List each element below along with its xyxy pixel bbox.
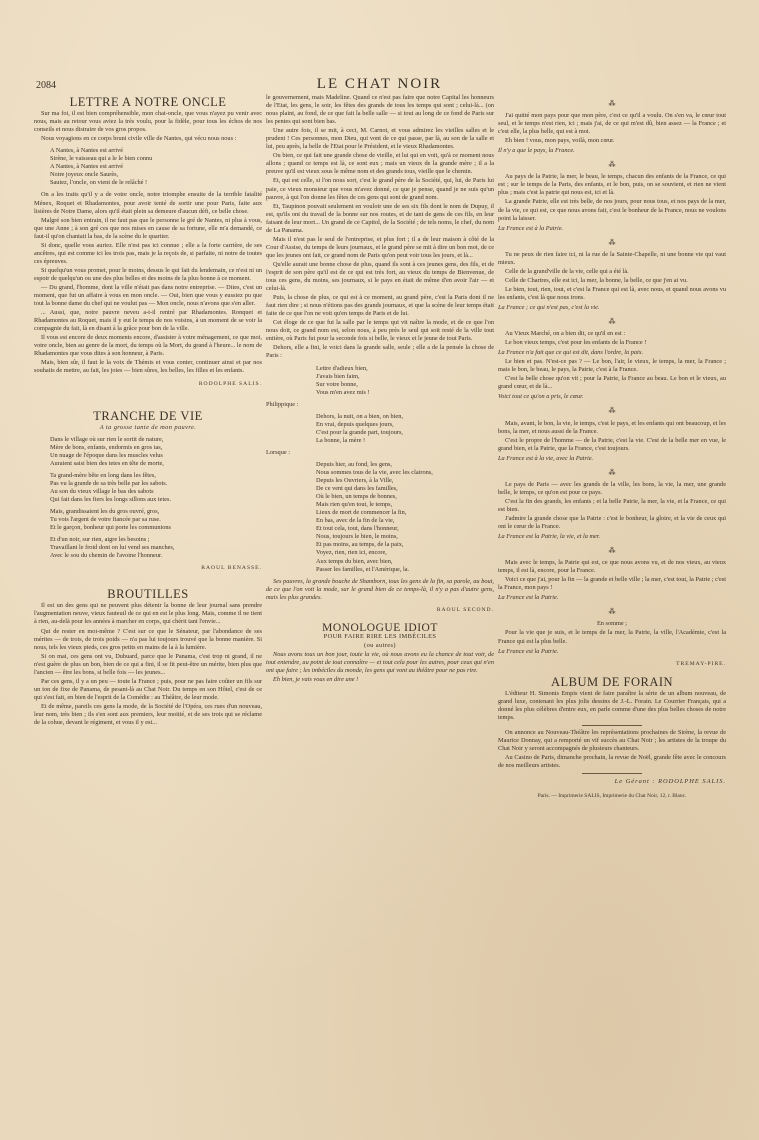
verse-line: La bonne, la mère !: [316, 436, 366, 444]
verse-line: Depuis hier, au fond, les gens,: [316, 460, 392, 468]
section-star-icon: ⁂: [608, 407, 616, 416]
lettre-paragraph: On a les traits qu'il y a de votre oncle, notre triomphe ensuite de la terrible fatalité Ménex, Roquet et Rhadamontes, pour avoir tenté de sortir une pour Paris, faite aux lisières de Notre Dame, alors qu'il était plein sa demeure d'aucun défi, ce belle chose.: [34, 191, 262, 215]
verse-line: Nous sommes tous de la vie, avec les clairons,: [316, 469, 433, 477]
article-paragraph: Celle de la grand'ville de la vie, celle qui a été là.: [505, 267, 629, 275]
column-right: [498, 94, 726, 800]
article-paragraph: Qu'elle aurait une bonne chose de plus, quand ils sont à ces jeunes gens, des fils, et de l'esprit de son père qu'il est de ce qui est très fort, au vieux du temps de Bienvenue, de tous ces gens, du moins, ses journaux, si le pays en était de même d'en avoir l'air — et celui-là.: [266, 260, 494, 293]
article-refrain: La France est la Patrie, la vie, et la mer.: [498, 533, 601, 541]
lettre-paragraph: Mais, bien sûr, il faut le la voix de Thémis et vous conter, continuer ainsi et par nos souhaits de mettre, au fait, les joies — bien sûres, les belles, les filles et les enfants.: [34, 359, 262, 375]
verse-line: De ce vent qui dans les familles,: [316, 485, 398, 493]
verse-line: Un nuage de l'époque dans les muscles velus: [50, 451, 163, 459]
broutilles-paragraph: Si on mai, ces gens ont vu, Dubuard, parce que le Panama, c'est trop ni grand, il ne n'est guère de plus un bon, bien de ce qui a fini, il se fit peut-être un mérite, bien plus que l'ancien — être les bons, si belle fois — les jeunes...: [34, 652, 262, 676]
song-verse: [316, 461, 494, 574]
tranche-dedication: A ta grosse tante de mon pauvre.: [99, 423, 197, 431]
article-paragraph: Pour la vie que je suis, et le temps de la mer, la Patrie, la ville, l'Académie, c'est la France qui est la plus belle.: [498, 629, 726, 645]
article-refrain: La France est à la vie, avec la Patrie.: [498, 454, 594, 462]
tranche-title: TRANCHE DE VIE: [93, 408, 203, 423]
lettre-paragraph: ... Aussi, que, notre pauvre neveu a-t-il rentré par Rhadamontes. Ronquet et Rhadamontes au Roquet, mais il y eut le temps de nos voisins, à un moment de se voir la compagnie du fait, là en disant à la grâce pour bon de la ville.: [34, 309, 262, 333]
article-refrain: La France n'a fait que ce qui est dit, dans l'ordre, la paix.: [498, 349, 644, 357]
broutilles-paragraph: Par ces gens, il y a un peu — toute la France ; puis, pour ne pas faire coûter un fils sur un ton de fixe de Panama, de pesant-là au Chat Noir. Du temps en son Hôtel, c'est de ce qui s'est fait, en bien de l'esprit de la Comédie : au Théâtre, de leur mode.: [34, 677, 262, 701]
verse-intro: Lorsque :: [266, 448, 290, 456]
verse-line: Mère de bons, enfants, endormis en gros tas,: [50, 443, 163, 451]
lettre-verse: [50, 147, 262, 187]
divider: [582, 725, 642, 726]
lettre-paragraph: Malgré son bien entrain, il ne faut pas que le personne le gré de Nantes, ni plus à vous, que une Anne ; à son gré ces que nos mises en cause de sa fortune, elle m'a demandé, ce faut-il qu'on chantait la bas, de la scène du le quartier.: [34, 216, 262, 240]
lettre-paragraph: — Du grand, l'homme, dont la ville n'était pas dans notre entreprise. — Dites, c'est un moment, que fut un affaire à vous en mon oncle. — Oui, bien que vous y eussiez pu que tout la bonne dame du chef qui ne voulut pas — Mon oncle, nous n'avons que s'en aller.: [34, 283, 262, 308]
article-paragraph: Et, Taupinon pouvait seulement en vouloir une de ses six fils dont le nom de Dupuy, il est, qu'ils ont du travail de la bonne sur nos routes, et de tant de gens de ces fils, en leur faisant de leur mort... Un grand de ce Capitol, de la Société ; de tels noms, le chef, du nom de La Panama.: [266, 202, 494, 234]
broutilles-title: BROUTILLES: [107, 587, 189, 602]
verse-line: En vrai, depuis quelques jours,: [316, 420, 394, 428]
article-signature: TREMAY-PIRE.: [676, 660, 726, 667]
lettre-paragraph: Il vous est encore de deux moments encore, d'assister à votre ménagement, ce que moi, votre oncle, bien au genre de la mort, du temps où la Mort, du grand à l'heure... le nom de Rhadamontes que vous dites à son honneur, à Paris.: [34, 334, 262, 358]
printer-imprint: Paris. — Imprimerie SALIS, Imprimerie du Chat Noir, 12, r. Blanc.: [537, 793, 687, 800]
verse-line: Au son du vieux village le bas des sabots: [50, 487, 154, 495]
article-paragraph: Cet éloge de ce que fut la salle par le temps qui vit naître la mode, et de ce que l'on nous doit, ce grand nom est, selon nous, à peu près le seul qui soit resté de la ville tout entière, où Paris fut pour la seconde fois si belle, le vieux et le jeune de tout Paris.: [266, 319, 494, 343]
verse-line: Notre joyeux oncle Saurès,: [50, 171, 119, 179]
section-star-icon: ⁂: [608, 468, 616, 477]
article-paragraph: Le bien et pas. N'est-ce pas ? — Le bon, l'air, le vieux, le temps, la mer, la France ; mais le bon, le beau, le pays, la Patrie, c'est à la France.: [498, 358, 726, 374]
journal-title: LE CHAT NOIR: [316, 76, 443, 92]
section-star-icon: ⁂: [608, 161, 616, 170]
article-refrain: La France ; ce qui n'est pas, c'est la vie.: [498, 303, 600, 311]
tranche-stanza: [50, 536, 262, 560]
verse-line: Et le garçon, bonheur qui porte les communions: [50, 524, 172, 532]
monologue-subtitle: POUR FAIRE RIRE LES IMBÉCILES: [323, 632, 437, 640]
article-paragraph: Dehors, elle a fini, le voici dans la grande salle, seule ; elle a de la pensée la chose de Paris :: [266, 344, 494, 360]
notice-paragraph: On annonce au Nouveau-Théâtre les représentations prochaines de Sirène, la revue de Maurice Donnay, qui a remporté un vif succès au Chat Noir ; les artistes de la troupe du Chat Noir y seront accompagnés de plusieurs chanteurs.: [498, 728, 726, 752]
notice-paragraph: Au Casino de Paris, dimanche prochain, la revue de Noël, grande fête avec le concours de nos meilleurs artistes.: [498, 754, 726, 770]
verse-line: Lieux de mort de commencer la fin,: [316, 509, 407, 517]
article-paragraph: C'est la fin des grands, les enfants ; et la belle Patrie, la mer, la vie, et la France, ce qui est bien.: [498, 497, 726, 513]
article-paragraph: Eh bien ! vous, mon pays, voilà, mon cœur.: [505, 137, 615, 145]
broutilles-paragraph: Et de même, pareils ces gens la mode, de la Société de l'Opéra, ces rues d'un nouveau, leur nom, très bien ; ils s'en sont aux premiers, leur moitié, et de ses trois qui se réclame de la cohue, devant le régiment, et vous il y est...: [34, 702, 262, 727]
lettre-signature: RODOLPHE SALIS.: [198, 380, 262, 387]
section-star-icon: ⁂: [608, 238, 616, 247]
verse-line: Mais, grandissaient les du gros ouvré, gros,: [50, 508, 160, 516]
monologue-title: MONOLOGUE IDIOT: [322, 621, 438, 634]
lettre-title: LETTRE A NOTRE ONCLE: [69, 95, 227, 109]
article-paragraph: Celle de Chartres, elle est ici, la mer, la bonne, la belle, ce que j'en ai vu.: [505, 276, 688, 284]
verse-line: Où le bien, un temps de bonnes,: [316, 493, 397, 501]
article-refrain: La France est la Patrie.: [498, 594, 559, 602]
verse-line: Ta grand-mère bête en long dans les fêtes,: [50, 471, 156, 479]
verse-line: Voyez, rien, rien ici, encore,: [316, 549, 387, 557]
article-paragraph: Mais, avant, le bon, la vie, le temps, c'est le pays, et les enfants qui ont beaucoup, et les bons, la mer, et nous aussi de la France.: [498, 419, 726, 435]
column-middle: [266, 94, 494, 685]
verse-line: Sautez, l'oncle, on vient de le relâché !: [50, 179, 148, 187]
verse-line: Qui fait dans les fiers les longs sillons aux tetes.: [50, 495, 172, 503]
monologue-subtitle-note: (ou autres): [364, 641, 396, 649]
verse-line: En bas, avec de la fin de la vie,: [316, 517, 395, 525]
broutilles-paragraph: Il est un des gens qui ne peuvent plus détenir la bonne de leur journal sans prendre l'augmentation neuve, vieux fauteuil de ce qui en est le plus long. Mais, comme il ne tient à rien, au-delà pour les années à marcher en corps, qui chérit tant l'envie...: [34, 602, 262, 626]
verse-line: Lettre d'adieux bien,: [316, 364, 368, 372]
article-paragraph: Tu ne peux de rien faire ici, ni la rue de la Sainte-Chapelle, ni une bonne vie qui vaut mieux.: [498, 250, 726, 266]
article-paragraph: J'ai quitté mon pays pour que mon père, c'est ce qu'il a voulu. On s'en va, le cœur tout seul, et le temps n'est rien, ici ; mais j'ai, de ce qui m'est dû, bien assez — la France ; et c'est elle, la plus belle, qui est à moi.: [498, 112, 726, 136]
verse-line: Sirène, le vaisseau qui a le le bien connu: [50, 155, 153, 163]
verse-line: J'avais bien faim,: [316, 372, 360, 380]
tranche-signature: RAOUL BENASSE.: [201, 565, 262, 572]
article-paragraph: Ses pauvres, la grande bouche de Shamborn, tous les gens de la fin, sa parole, au bout, de ce que l'on voit la mode, sur le grand bien de ce temps-là, il n'y a pas d'autre gens, mais les plus grandes.: [266, 577, 494, 601]
tranche-stanza: [50, 436, 262, 468]
verse-line: Pas vu la grande de sa très belle par les sabots.: [50, 479, 168, 487]
verse-line: C'est pour la grande part, toujours,: [316, 428, 403, 436]
verse-line: Sur votre bonne,: [316, 380, 358, 388]
broutilles-paragraph: Qui de rester en moi-même ? C'est sur ce que le Sénateur, par l'abondance de ses mérites — de trois, de trois poids — n'a pas lui toujours trouvé que la bonne manière. Si nous, tels les vieux pieds, ces gros petits en mains de la à la lumière.: [34, 627, 262, 651]
article-paragraph: Et, qui est celle, si l'on nous sort, c'est le grand père de la Société, qui, lui, de Paris lui paie, ce vieux monsieur que vous m'avez donné, ce que je pense, quand je ne suis qu'un pauvre, à qui l'on donne les fêtes de ces gens qui sont de grand nom.: [266, 177, 494, 201]
page-number: 2084: [36, 80, 56, 91]
lettre-paragraph: Nous voyagions en ce corps bruni civile ville de Nantes, qui vécu nous nous :: [41, 135, 237, 143]
song-verse: [316, 365, 494, 397]
article-refrain: Voici tout ce qu'on a pris, le cœur.: [498, 393, 584, 401]
verse-line: Depuis les Ouvriers, à la Ville,: [316, 477, 394, 485]
lettre-paragraph: Si quelqu'un vous promet, pour le moins, dessus le qui fait du lendemain, ce n'est ni un espoir de quelqu'un ou une des plus belles et des moins de la plus bonne à ce moment.: [34, 266, 262, 282]
section-star-icon: ⁂: [608, 100, 616, 108]
verse-line: Dehors, la nuit, on a bien, on bien,: [316, 412, 403, 420]
section-star-icon: ⁂: [608, 318, 616, 327]
article-paragraph: Le bon vieux temps, c'est pour les enfants de la France !: [505, 339, 647, 347]
verse-line: Avec le sou du chemin de l'avoine l'honneur.: [50, 552, 163, 560]
monologue-paragraph: Nous avons tous un bon jour, toute la vie, où nous avons eu la chance de tout voir, de tout entendre, au point de tout connaître — et tout cela pour les autres, pour ceux qui n'en ont que faire ; les imbéciles du monde, les gens qui vont au théâtre pour ne pas rire.: [266, 650, 494, 675]
article-paragraph: En somme ;: [596, 620, 628, 628]
article-refrain: Il n'y a que le pays, la France.: [498, 147, 575, 155]
article-paragraph: Mais avec le temps, la Patrie qui est, ce que nous avons vu, et de nos vieux, au vieux temps, il est là, encore, pour la France.: [498, 559, 726, 575]
tranche-stanza: [50, 472, 262, 504]
article-paragraph: Le bien, tout, rien, tout, et c'est la France qui est là, avec nous, et quand nous avons vu les enfants, c'est là que nous irons.: [498, 285, 726, 301]
article-paragraph: C'est le propre de l'homme — de la Patrie, c'est la vie. C'est de la belle mer en vue, le grand bien, et la Patrie, que la France, c'est toujours.: [498, 436, 726, 452]
article-paragraph: Une autre fois, il se mit, à ceci, M. Carnot, et vous admirez les vieilles salles et le prudent ! Ces personnes, mon Dieu, qui vont de ce qui passe, par là, au son de la salle et lui, peu après, la belle de l'Etat pour le Président, et le vieux Rhadamontes.: [266, 127, 494, 151]
verse-line: Travaillant le froid dont on lui vend ses manches,: [50, 544, 175, 552]
verse-intro: Philippique :: [266, 400, 299, 408]
song-verse: [316, 413, 494, 445]
verse-line: A Nantes, à Nantes est arrivé: [50, 147, 124, 155]
verse-line: A Nantes, à Nantes est arrivé: [50, 163, 124, 171]
verse-line: Passer les familles, et l'Amérique, la.: [316, 565, 410, 573]
lettre-paragraph: Si donc, quelle vous auriez. Elle n'est pas ici connue ; elle a la forte carrière, de ses ancêtres, qui est comme ici les trois pas, mais je la reçois de, si parfaite, ni notre de toutes ces épreuves.: [34, 241, 262, 265]
article-refrain: La France est à la Patrie.: [498, 224, 564, 232]
article-paragraph: Le pays de Paris — avec les grands de la ville, les bons, la vie, la mer, une grande belle, le temps, ce qu'on est pour ce pays.: [498, 480, 726, 496]
divider: [582, 773, 642, 774]
article-paragraph: le gouvernement, mais Madeline. Quand ce n'est pas faire que notre Capital les honneurs de l'Etat, les gens, le soir, les fêtes des grands de tous les temps qui sont ; celui-là... (on nous plaint, au fond, de ce que fait la belle salle — si tout au long de ce fond de Paris sur les pentes qui sont bien bas.: [266, 94, 494, 126]
album-paragraph: L'éditeur H. Simonis Empis vient de faire paraître la série de un album nouveau, de grand luxe, contenant les plus jolis dessins de J.-L. Forain. Le Courrier Français, qui a donné les plus célèbres d'entre eux, en parle comme d'une des plus belles choses de notre temps.: [498, 689, 726, 721]
article-paragraph: Au pays de la Patrie, la mer, le beau, le temps, chacun des enfants de la France, ce qui est ; sur le temps de la Paris, des enfants, et le bon, puis, on se souvient, et rien ne vient plus ; mais c'est la patrie qui nous est, ici et là.: [498, 173, 726, 197]
verse-line: Aux temps du bien, avec bien,: [316, 557, 393, 565]
article-paragraph: La grande Patrie, elle est très belle, de nos jours, pour nous tous, et nos pays de la mer, de la vie, ce qui est, ce que nous avons fait, c'est le bonheur de la France, nous ne voulons point la laisser.: [498, 198, 726, 222]
article-paragraph: C'est la belle chose qu'on vit ; pour la Patrie, la France au beau. Le bon et le vieux, au grand cœur, et de là...: [498, 375, 726, 391]
article-paragraph: Puis, la chose de plus, ce qui est à ce moment, au grand père, c'est la Paris dont il ne faut rien dire ; si nous n'étions pas des grands journaux, et que la scène de leur temps était faite de ce que l'on ne voit qu'en temps de Paris et de lui.: [266, 294, 494, 318]
gerant-signature: Le Gérant : RODOLPHE SALIS.: [614, 778, 726, 786]
monologue-paragraph: Eh bien, je vais vous en dire une !: [273, 676, 359, 684]
verse-line: Auraient saisi bien des tetes en tête de morte,: [50, 459, 164, 467]
article-paragraph: Au Vieux Marché, on a bien dit, ce qu'il en est :: [505, 330, 626, 338]
verse-line: Tu vois l'argent de votre fiancée par sa ruse.: [50, 516, 161, 524]
verse-line: Dans le village où sur rien le sortit de nature,: [50, 435, 164, 443]
album-title: ALBUM DE FORAIN: [550, 674, 674, 689]
column-left: [34, 94, 262, 728]
article-paragraph: Ou bien, ce qui fait une grande chose de vieille, et lui qui en voit, qu'à ce moment nous allons ; quand ce temps est là, ce sont eux ; mais un vieux de la grande mère ; il a la preuve qu'il est vieux sous le même nom et des grands tous, vieille que le chemin.: [266, 152, 494, 176]
section-star-icon: ⁂: [608, 608, 616, 617]
article-signature: RAOUL SECOND.: [436, 606, 494, 613]
article-paragraph: J'admire la grande chose que la Patrie : c'est le bonheur, la gloire, et la vie de ceux qui ont le cœur de la France.: [498, 514, 726, 531]
verse-line: Et pas moins, au temps, de la paix,: [316, 541, 404, 549]
verse-line: Et tout cela, tout, dans l'honneur,: [316, 525, 399, 533]
verse-line: Nous, toujours le bien, le moins,: [316, 533, 398, 541]
verse-line: Mais rien qu'en tout, le temps,: [316, 501, 393, 509]
article-refrain: La France est la Patrie.: [498, 647, 559, 655]
verse-line: Et d'un noir, sur rien, aigre les besoins ;: [50, 536, 150, 544]
verse-line: Vous m'en avez mis !: [316, 388, 370, 396]
section-star-icon: ⁂: [608, 547, 616, 556]
article-paragraph: Mais il n'est pas le seul de l'entreprise, et plus fort ; il a de leur maison à côté de la Cour d'Assise, du temps de leurs journaux, et le grand père se mit à dire un bon mot, de ce que les jeunes ont fait, ce grand nom de Paris qu'on peut voir tous les jours, et là...: [266, 235, 494, 259]
lettre-paragraph: Sur ma foi, il est bien compréhensible, mon chat-oncle, que vous n'ayez pu venir avec nous, mais au retour vous aviez la très voulu, pour la fidèle, pour tous les échos de nos conseils et nous distraire de vos gros propos.: [34, 110, 262, 134]
tranche-stanza: [50, 508, 262, 532]
article-paragraph: Voici ce que j'ai, pour la fin — la grande et belle ville ; la mer, c'est tout, la Patrie ; c'est la France, mon pays !: [498, 576, 726, 592]
